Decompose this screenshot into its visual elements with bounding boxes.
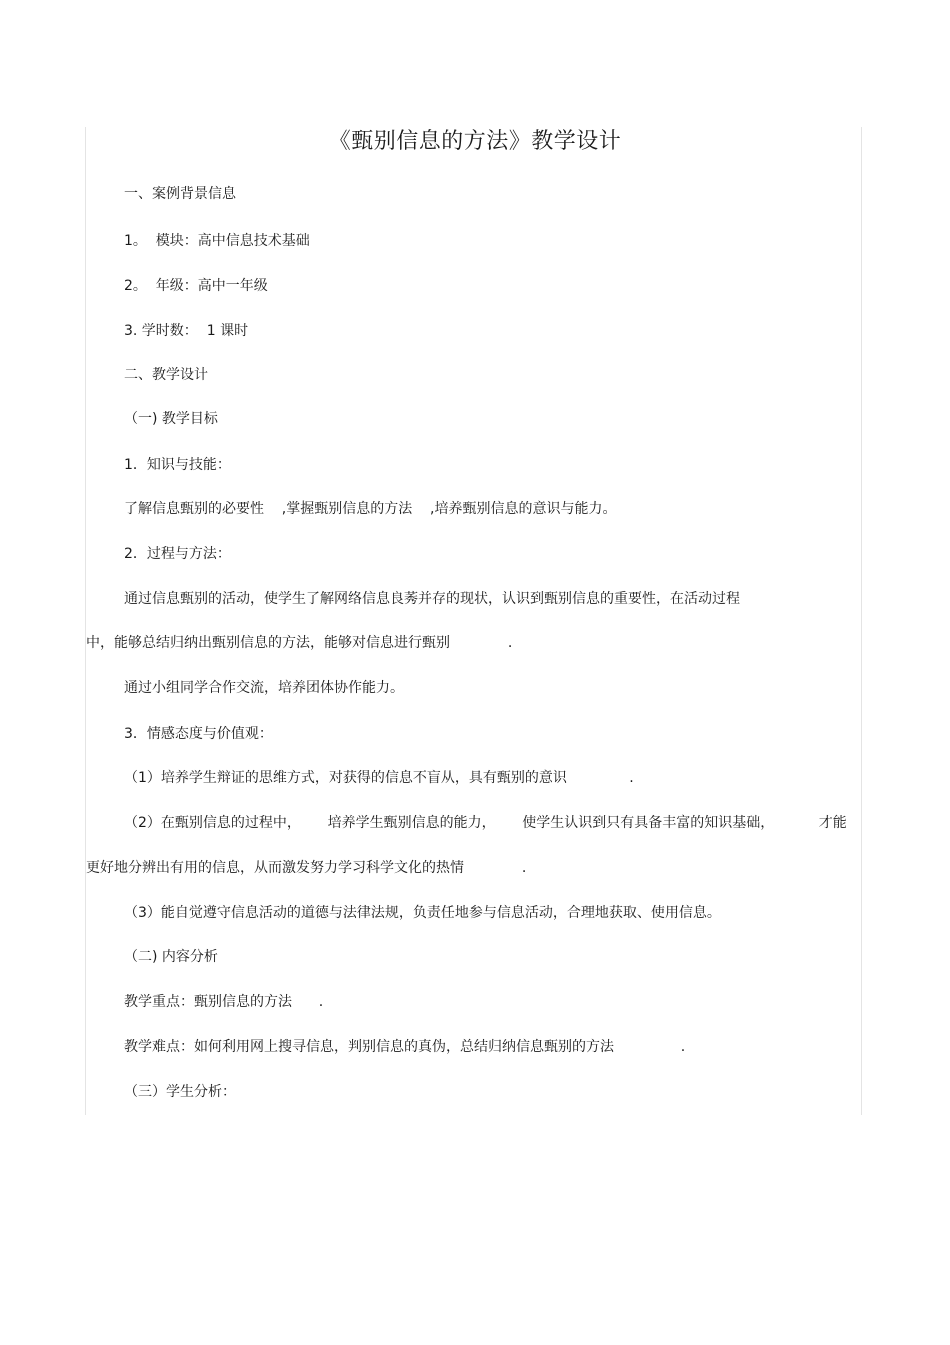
info-class-hours: 3. 学时数： 1 课时 — [124, 323, 249, 339]
right-margin-rule — [861, 127, 862, 1115]
goal-heading-process: 2．过程与方法： — [124, 546, 231, 562]
attitude-item-2-line-1: （2）在甄别信息的过程中， 培养学生甄别信息的能力， 使学生认识到只有具备丰富的知识基础， 才能 — [124, 815, 847, 831]
paragraph-teamwork: 通过小组同学合作交流，培养团体协作能力。 — [124, 680, 404, 696]
attitude-item-1: （1）培养学生辩证的思维方式，对获得的信息不盲从，具有甄别的意识 . — [124, 770, 634, 786]
section-heading-design: 二、教学设计 — [124, 367, 208, 383]
info-module: 1。 模块：高中信息技术基础 — [124, 233, 310, 249]
attitude-item-3: （3）能自觉遵守信息活动的道德与法律法规，负责任地参与信息活动，合理地获取、使用信息。 — [124, 905, 721, 921]
paragraph-key-point: 教学重点：甄别信息的方法 . — [124, 994, 324, 1010]
attitude-item-2-line-2: 更好地分辨出有用的信息，从而激发努力学习科学文化的热情 . — [86, 860, 527, 876]
paragraph-process-line-1: 通过信息甄别的活动，使学生了解网络信息良莠并存的现状，认识到甄别信息的重要性，在活动过程 — [124, 591, 740, 607]
paragraph-process-line-2: 中，能够总结归纳出甄别信息的方法，能够对信息进行甄别 . — [86, 635, 513, 651]
section-heading-background: 一、案例背景信息 — [124, 186, 236, 202]
document-title: 《甄别信息的方法》教学设计 — [328, 129, 622, 154]
paragraph-difficult-point: 教学难点：如何利用网上搜寻信息，判别信息的真伪，总结归纳信息甄别的方法 . — [124, 1039, 686, 1055]
goal-heading-attitude: 3．情感态度与价值观： — [124, 726, 273, 742]
left-margin-rule — [85, 127, 86, 1115]
subsection-heading-goals: （一) 教学目标 — [124, 411, 218, 427]
subsection-heading-students: （三）学生分析： — [124, 1084, 236, 1100]
paragraph-knowledge: 了解信息甄别的必要性 ,掌握甄别信息的方法 ,培养甄别信息的意识与能力。 — [124, 501, 617, 517]
subsection-heading-content: （二) 内容分析 — [124, 949, 218, 965]
goal-heading-knowledge: 1．知识与技能： — [124, 457, 231, 473]
info-grade: 2。 年级：高中一年级 — [124, 278, 268, 294]
